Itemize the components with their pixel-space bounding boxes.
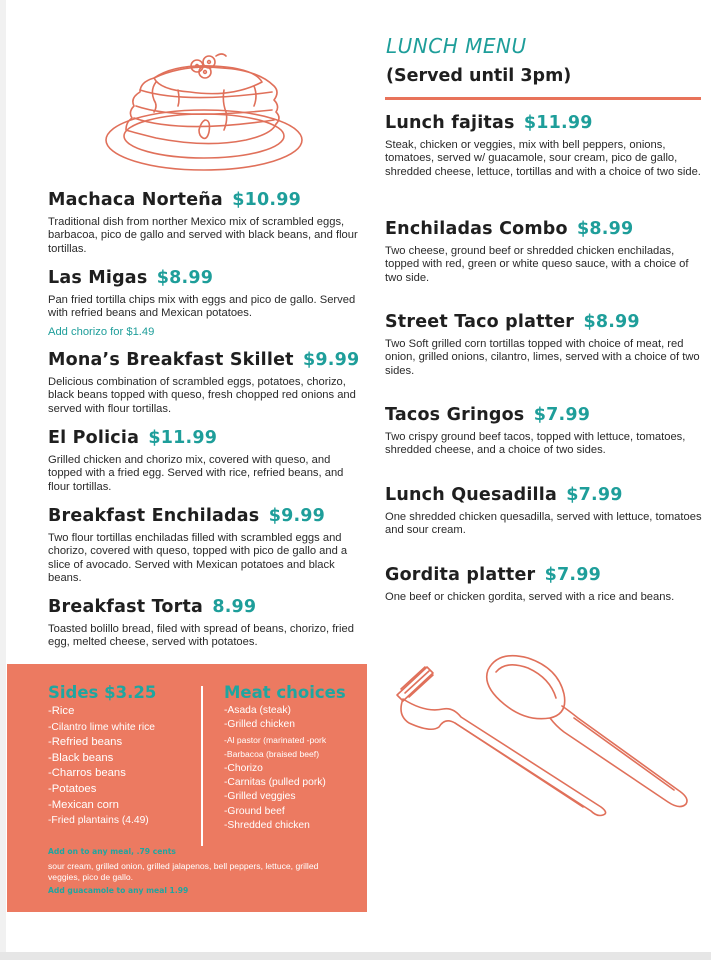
list-item: -Barbacoa (braised beef) <box>224 749 320 760</box>
guacamole-addon: Add guacamole to any meal 1.99 <box>48 886 189 895</box>
item-price: $11.99 <box>148 428 218 448</box>
page-edge <box>0 0 6 960</box>
item-price: $9.99 <box>303 350 360 370</box>
item-name: Lunch fajitas <box>385 113 515 133</box>
item-description: Two flour tortillas enchiladas filled with scrambled eggs and chorizo, covered with queso, topped with pico de gallo and a slice of avocado. Served with Mexican potatoes and black beans. <box>48 532 348 585</box>
item-description: Traditional dish from norther Mexico mix of scrambled eggs, barbacoa, pico de gallo and served with black beans, and flour tortillas. <box>48 216 358 255</box>
item-title <box>385 219 703 239</box>
item-title <box>385 485 703 505</box>
spoon-icon <box>478 652 693 807</box>
addon-description: sour cream, grilled onion, grilled jalapenos, bell peppers, lettuce, grilled veggies, pico de gallo. <box>48 861 319 882</box>
sides-divider <box>201 686 203 846</box>
item-title <box>385 312 703 332</box>
item-title <box>48 506 366 526</box>
item-name: Enchiladas Combo <box>385 219 568 239</box>
list-item: -Fried plantains (4.49) <box>48 815 149 827</box>
item-name: Breakfast Enchiladas <box>48 506 260 526</box>
item-description: Two Soft grilled corn tortillas topped with choice of meat, red onion, grilled onions, cilantro, limes, served with a choice of two sides. <box>385 338 700 377</box>
item-addon: Add chorizo for $1.49 <box>48 325 155 338</box>
item-name: Las Migas <box>48 268 148 288</box>
item-description: Delicious combination of scrambled eggs, potatoes, chorizo, black beans topped with queso, fresh chopped red onions and served with flour tortillas. <box>48 376 356 415</box>
menu-item-skillet <box>48 350 366 416</box>
menu-item-policia <box>48 428 366 494</box>
item-name: Breakfast Torta <box>48 597 204 617</box>
item-description: Two crispy ground beef tacos, topped with lettuce, tomatoes, shredded cheese, and a choice of two sides. <box>385 431 686 457</box>
item-name: Lunch Quesadilla <box>385 485 557 505</box>
item-price: $8.99 <box>583 312 640 332</box>
list-item: -Rice <box>48 705 75 717</box>
list-item: -Potatoes <box>48 782 97 795</box>
item-price: $10.99 <box>232 190 301 210</box>
addon-heading: Add on to any meal, .79 cents <box>48 847 176 856</box>
item-price: $7.99 <box>566 485 623 505</box>
item-name: El Policia <box>48 428 140 448</box>
item-name: Tacos Gringos <box>385 405 525 425</box>
item-name: Gordita platter <box>385 565 536 585</box>
item-price: $11.99 <box>523 113 593 133</box>
item-description: Two cheese, ground beef or shredded chicken enchiladas, topped with red, green or white queso sauce, with a choice of two side. <box>385 245 689 284</box>
menu-item-lunch-quesadilla <box>385 485 703 538</box>
item-price: $7.99 <box>533 405 591 425</box>
list-item: -Refried beans <box>48 736 123 749</box>
item-price: $7.99 <box>544 565 602 585</box>
list-item: -Carnitas (pulled pork) <box>224 777 326 789</box>
pancake-stack-icon <box>104 48 309 178</box>
item-description: One beef or chicken gordita, served with a rice and beans. <box>385 591 675 603</box>
item-name: Street Taco platter <box>385 312 575 332</box>
lunch-menu-subtitle: (Served until 3pm) <box>386 66 572 86</box>
item-description: Toasted bolillo bread, filed with spread of beans, chorizo, fried egg, melted cheese, served with potatoes. <box>48 623 354 649</box>
item-price: $8.99 <box>156 268 214 288</box>
item-title <box>48 190 366 210</box>
item-price: $8.99 <box>577 219 634 239</box>
menu-item-gordita-platter <box>385 565 703 604</box>
page-bottom-edge <box>0 952 711 960</box>
item-price: 8.99 <box>212 597 257 617</box>
list-item: -Chorizo <box>224 762 263 774</box>
list-item: -Al pastor (marinated -pork <box>224 734 327 745</box>
sides-title: Sides $3.25 <box>48 683 157 702</box>
list-item: -Grilled chicken <box>224 719 295 731</box>
item-title <box>385 405 703 425</box>
item-name: Mona’s Breakfast Skillet <box>48 350 294 370</box>
menu-item-machaca <box>48 190 366 256</box>
item-description: Steak, chicken or veggies, mix with bell peppers, onions, tomatoes, served w/ guacamole, sour cream, pico de gallo, shredded cheese, lettuce, tortillas and with a choice of two side. <box>385 139 701 178</box>
item-title <box>48 268 366 288</box>
item-title <box>48 428 366 448</box>
menu-item-enchiladas-combo <box>385 219 703 285</box>
item-title <box>385 113 703 133</box>
menu-item-street-taco-platter <box>385 312 703 378</box>
sides-list <box>48 704 155 829</box>
list-item: -Cilantro lime white rice <box>48 721 156 733</box>
meat-choices-title: Meat choices <box>224 683 346 702</box>
list-item: -Black beans <box>48 751 114 764</box>
sides-panel <box>7 664 367 912</box>
list-item: -Asada (steak) <box>224 705 291 716</box>
item-name: Machaca Norteña <box>48 190 223 210</box>
item-title <box>385 565 703 585</box>
menu-item-tacos-gringos <box>385 405 703 458</box>
list-item: -Mexican corn <box>48 798 119 811</box>
menu-item-migas <box>48 268 366 338</box>
item-price: $9.99 <box>268 506 326 526</box>
item-description: Pan fried tortilla chips mix with eggs and pico de gallo. Served with refried beans and Mexican potatoes. <box>48 294 356 320</box>
menu-item-breakfast-enchiladas <box>48 506 366 586</box>
item-title <box>48 350 366 370</box>
list-item: -Shredded chicken <box>224 820 310 832</box>
list-item: -Grilled veggies <box>224 791 296 803</box>
list-item: -Ground beef <box>224 805 285 817</box>
meat-choices-list <box>224 704 326 834</box>
list-item: -Charros beans <box>48 767 126 780</box>
item-description: Grilled chicken and chorizo mix, covered with queso, and topped with a fried egg. Served with rice, refried beans, and flour tortillas. <box>48 454 344 493</box>
lunch-divider <box>385 97 701 100</box>
lunch-menu-title: LUNCH MENU <box>386 34 527 58</box>
menu-item-lunch-fajitas <box>385 113 703 179</box>
item-title <box>48 597 366 617</box>
item-description: One shredded chicken quesadilla, served with lettuce, tomatoes and sour cream. <box>385 511 702 537</box>
menu-item-breakfast-torta <box>48 597 366 650</box>
